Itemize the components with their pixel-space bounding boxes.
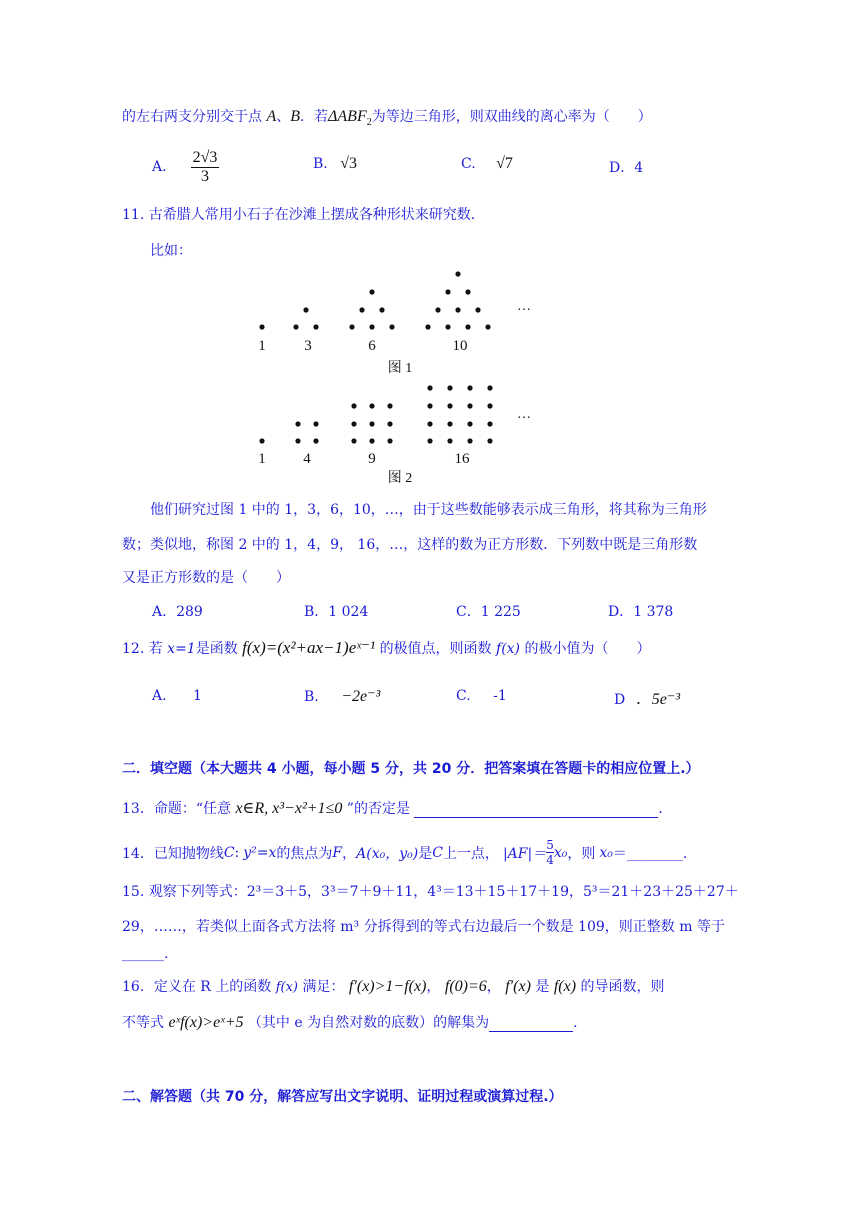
q16-condition-2: f(0)=6 [444, 978, 487, 995]
q16-end-1: 的导函数，则 [580, 979, 665, 995]
q16-condition-4: f(x) [553, 978, 577, 995]
q10-option-d: D．4 [609, 160, 644, 176]
q14-parabola: y²=x [243, 844, 277, 861]
option-c-value: √7 [496, 155, 513, 172]
q14-mid-1: 的焦点为 [276, 845, 333, 862]
q12-option-b-label: B. [304, 689, 319, 705]
q14-mid-5: ，则 [567, 845, 596, 862]
q16-condition-1: f′(x)>1−f(x) [348, 978, 427, 995]
q16-prefix-2: 不等式 [122, 1015, 164, 1031]
q12-option-c [456, 688, 507, 704]
q16-mid: 满足： [302, 979, 345, 995]
q12-mid: 是函数 [195, 641, 238, 657]
q16-inequality: eˣf(x)>eˣ+5 [168, 1014, 244, 1031]
triangle-sub: 2 [366, 116, 372, 128]
q12-option-a-label: A. [152, 688, 167, 704]
q16-end-2: . [573, 1015, 578, 1031]
q13 [122, 798, 663, 818]
triangle-abf2: ΔABF [328, 108, 367, 125]
pebble-figure [250, 262, 550, 490]
q13-answer-blank[interactable] [414, 817, 658, 818]
fig2-label-1: 1 [258, 451, 266, 467]
q14-frac-den: 4 [546, 853, 554, 867]
q10-option-c [461, 155, 513, 173]
q16-answer-blank[interactable] [489, 1031, 573, 1032]
q14-frac-num: 5 [546, 838, 554, 852]
fig1-caption: 图 1 [387, 361, 413, 376]
q10-option-b [313, 155, 357, 173]
q14-x0: x₀ [553, 844, 568, 861]
q11-paragraph-line-2: 数；类似地，称图 2 中的 1，4，9， 16，…，这样的数为正方形数．下列数中既是三角形数 [122, 537, 698, 553]
q10-sep: 、 [276, 109, 291, 125]
option-a-fraction [191, 149, 220, 186]
option-b-value: √3 [340, 155, 357, 172]
q11-option-c: C．1 225 [456, 604, 521, 620]
q10-stem-text-2: ．若 [300, 109, 329, 125]
q10-option-a [152, 145, 219, 189]
option-a-numerator: 2√3 [192, 148, 218, 166]
q16-line-1 [122, 976, 665, 996]
option-a-denominator: 3 [200, 167, 209, 185]
q10-stem-text-3: 为等边三角形，则双曲线的离心率为（ ） [371, 109, 652, 125]
q14-point-a: A(x₀，y₀) [356, 845, 419, 862]
q11-stem: 11. 古希腊人常用小石子在沙滩上摆成各种形状来研究数. [122, 207, 476, 223]
q11-option-d: D．1 378 [608, 604, 674, 620]
q15-line-1: 15. 观察下列等式：2³＝3＋5，3³＝7＋9＋11，4³＝13＋15＋17＋19，5³＝21＋23＋25＋27＋ [122, 884, 739, 900]
q13-suffix: ”的否定是 [346, 801, 410, 817]
q14 [122, 838, 687, 867]
q13-prefix: 13．命题：“任意 [122, 801, 231, 817]
figure2-square-dots [259, 385, 492, 443]
option-b-label: B. [313, 156, 328, 172]
fig2-ellipsis: ··· [517, 411, 531, 426]
fig1-label-6: 6 [368, 338, 376, 354]
option-a-label: A. [152, 159, 167, 175]
q10-stem [122, 106, 652, 128]
q11-option-a: A．289 [152, 604, 203, 620]
fig1-ellipsis: ··· [517, 303, 531, 318]
q16-condition-3: f′(x) [505, 978, 531, 995]
q16-prefix: 16．定义在 R 上的函数 [122, 979, 272, 995]
q16-mid-3: （其中 e 为自然对数的底数）的解集为 [247, 1015, 490, 1031]
q11-lead: 比如： [150, 243, 192, 259]
q14-focus: F [332, 844, 343, 861]
q12-option-b-value: −2e⁻³ [341, 688, 381, 705]
q12-condition: x=1 [167, 641, 196, 657]
q14-mid-2: ， [342, 845, 357, 862]
q15-line-2: 29，……，若类似上面各式方法将 m³ 分拆得到的等式右边最后一个数是 109，则正整数 m 等于 [122, 919, 725, 935]
fig1-label-10: 10 [452, 338, 468, 354]
q10-stem-text: 的左右两支分别交于点 [122, 109, 262, 125]
q16-mid-2: 是 [535, 979, 550, 995]
q14-prefix: 14．已知抛物线 [122, 845, 224, 862]
q14-curve-c-2: C [432, 844, 443, 861]
q14-colon: : [234, 844, 240, 861]
q12-option-a-value: 1 [193, 688, 202, 704]
q12-option-b [304, 686, 380, 706]
q12-function: f(x)=(x²+ax−1)eˣ⁻¹ [242, 638, 376, 657]
q12-prefix: 12. 若 [122, 641, 163, 657]
q13-end: . [658, 801, 663, 817]
q15-answer-blank[interactable]: ______. [122, 946, 169, 962]
fig2-label-9: 9 [368, 451, 376, 467]
q12-option-d [614, 686, 680, 709]
q14-mid-3: 是 [418, 845, 433, 862]
q16-line-2 [122, 1012, 578, 1032]
q16-sep-2: ， [486, 979, 501, 995]
q14-fraction [546, 838, 554, 867]
q16-fx: f(x) [275, 980, 299, 995]
q11-option-b: B．1 024 [304, 604, 369, 620]
figure1-triangular-dots [259, 271, 490, 329]
q13-expression: x∈R, x³−x²+1≤0 [235, 800, 343, 817]
fig1-label-1: 1 [258, 338, 266, 354]
fig2-label-4: 4 [303, 451, 311, 467]
q14-x0-2: x₀ [599, 844, 613, 861]
q11-paragraph-line-1: 他们研究过图 1 中的 1，3，6，10，…，由于这些数能够表示成三角形，将其称为三角形 [150, 502, 707, 518]
q14-abs-af: |AF|＝ [502, 845, 547, 862]
q12-end: 的极小值为（ ） [524, 641, 651, 657]
fig2-caption: 图 2 [387, 471, 413, 486]
q12-option-c-label: C. [456, 688, 471, 704]
section-answer-title: 二、解答题（共 70 分，解答应写出文字说明、证明过程或演算过程.） [122, 1089, 563, 1105]
fig2-label-16: 16 [454, 451, 470, 467]
q14-curve-c: C [223, 844, 235, 861]
q14-answer-blank[interactable]: ＝________. [612, 845, 688, 862]
section-fill-in-title: 二．填空题（本大题共 4 小题，每小题 5 分，共 20 分．把答案填在答题卡的相应位置上.） [122, 761, 700, 777]
q14-mid-4: 上一点， [442, 845, 499, 862]
q12-function-2: f(x) [496, 641, 521, 657]
q12-mid-2: 的极值点，则函数 [379, 641, 492, 657]
q12-option-d-value: ．5e⁻³ [635, 691, 681, 708]
q12-option-c-value: -1 [493, 688, 507, 704]
q11-paragraph-line-3: 又是正方形数的是（ ） [122, 570, 290, 586]
option-c-label: C. [461, 156, 476, 172]
q16-sep-1: ， [426, 979, 441, 995]
q12-stem [122, 638, 650, 658]
fig1-label-3: 3 [304, 338, 312, 354]
point-a: A [266, 108, 277, 125]
q12-option-d-label: D [614, 692, 626, 708]
point-b: B [290, 108, 301, 125]
q12-option-a [152, 688, 202, 704]
